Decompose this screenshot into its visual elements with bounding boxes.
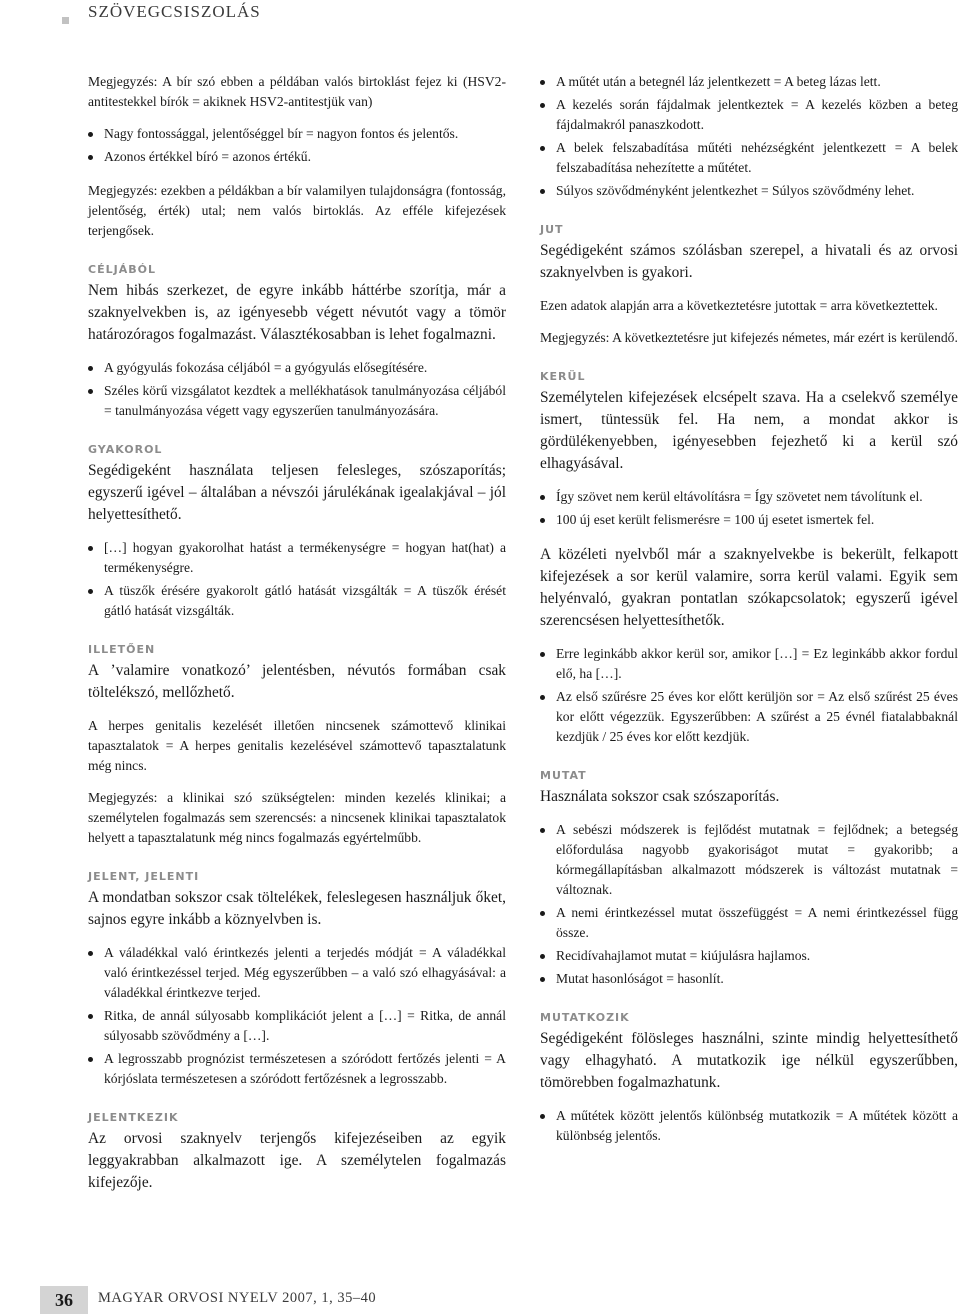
- intro-note: Megjegyzés: A bír szó ebben a példában valós birtoklást fejez ki (HSV2-antitestekkel bírók = akiknek HSV2-antitestjük van): [88, 74, 506, 109]
- body-illetoen: A herpes genitalis kezelését illetően nincsenek számottevő klinikai tapasztalatok = A herpes genitalis kezelésével számottevő tapasztalatunk még nincs.: [88, 718, 506, 773]
- list-item: Az első szűrésre 25 éves kor előtt kerüljön sor = Az első szűrést 25 éves kor előtt végezzük. Egyszerűbben: A szűrést a 25 évnél fiatalabbaknál kezdjük / 25 éves kor előtt kezdjük.: [540, 687, 958, 747]
- list-item: Erre leginkább akkor kerül sor, amikor […] = Ez leginkább akkor fordul elő, ha […].: [540, 644, 958, 684]
- list-item: A belek felszabadítása műtéti nehézségként jelentkezett = A belek felszabadítása nehezítette a műtétet.: [540, 138, 958, 178]
- lead-illetoen: A ’valamire vonatkozó’ jelentésben, névutós formában csak töltelékszó, mellőzhető.: [88, 662, 506, 701]
- list-item: A műtét után a betegnél láz jelentkezett = A beteg lázas lett.: [540, 72, 958, 92]
- list-item: A váladékkal való érintkezés jelenti a terjedés módját = A váladékkal való érintkezéssel terjed. Még egyszerűbben – a való szó elhagyásával: a váladékkal érintkezve terjed.: [88, 943, 506, 1003]
- lead-mutatkozik: Segédigeként fölösleges használni, szinte mindig helyettesíthető vagy elhagyható. A mutatkozik ige nélkül egyszerűbben, tömörebben fogalmazhatunk.: [540, 1030, 958, 1091]
- note-bir: Megjegyzés: ezekben a példákban a bír valamilyen tulajdonságra (fontosság, jelentőség, érték) utal; nem valós birtoklás. Az efféle kifejezések terjengősek.: [88, 183, 506, 238]
- bullets-mutatkozik: [540, 1106, 958, 1146]
- list-item: A sebészi módszerek is fejlődést mutatnak = fejlődnek; a betegség előfordulása nagyobb gyakoriságot mutat = gyakoribb; a kórmegállapításban alkalmazott módszerek is változást mutatnak = változnak.: [540, 820, 958, 900]
- list-item: A gyógyulás fokozása céljából = a gyógyulás elősegítésére.: [88, 358, 506, 378]
- list-item: A műtétek között jelentős különbség mutatkozik = A műtétek között a különbség jelentős.: [540, 1106, 958, 1146]
- heading-jelent: JELENT, JELENTI: [88, 870, 200, 883]
- heading-mutatkozik: MUTATKOZIK: [540, 1011, 630, 1024]
- lead-jelentkezik: Az orvosi szaknyelv terjengős kifejezéseiben az egyik leggyakrabban alkalmazott ige. A személytelen fogalmazás kifejezője.: [88, 1130, 506, 1191]
- lead-gyakorol: Segédigeként használata teljesen felesleges, szószaporítás; egyszerű igével – általában a névszói járulékának igealakjával – jól helyettesíthető.: [88, 462, 506, 523]
- list-item: Recidívahajlamot mutat = kiújulásra hajlamos.: [540, 946, 958, 966]
- body-jut: Ezen adatok alapján arra a következtetésre jutottak = arra következtettek.: [540, 298, 938, 313]
- list-item: Súlyos szövődményként jelentkezhet = Súlyos szövődmény lehet.: [540, 181, 958, 201]
- list-item: Azonos értékkel bíró = azonos értékű.: [88, 147, 506, 167]
- list-item: A legrosszabb prognózist természetesen a szóródott fertőzés jelenti = A kórjóslata természetesen a szóródott fertőzésnek a legrosszabb.: [88, 1049, 506, 1089]
- note-illetoen: Megjegyzés: a klinikai szó szükségtelen: minden kezelés klinikai; a személytelen fogalmazás sem szerencsés: a nincsenek klinikai tapasztalatok helyett a tapasztalatunk még nincs fogalmazás egyértelműbb.: [88, 790, 506, 845]
- bullets-kerul-sor: [540, 644, 958, 747]
- lead-celjabol: Nem hibás szerkezet, de egyre inkább háttérbe szorítja, már a szaknyelvekben is, az igényesebb végett névutót vagy a tömör határozóragos fogalmazást. Választékosabban is lehet fogalmazni.: [88, 282, 506, 343]
- bullets-gyakorol: [88, 538, 506, 621]
- lead-kerul: Személytelen kifejezések elcsépelt szava. Ha a cselekvő személye ismert, tüntessük fel. Ha nem, a mondat akkor is gördülékenyebben, igényesebben fejezhető ki a kerül szó elhagyásával.: [540, 389, 958, 472]
- heading-kerul: KERÜL: [540, 370, 586, 383]
- page-footer: [0, 1286, 400, 1314]
- bullets-jelent: [88, 943, 506, 1089]
- lead-jut: Segédigeként számos szólásban szerepel, a hivatali és az orvosi szaknyelvben is gyakori.: [540, 242, 958, 281]
- journal-citation: MAGYAR ORVOSI NYELV 2007, 1, 35–40: [98, 1290, 377, 1306]
- note-jut: Megjegyzés: A következtetésre jut kifejezés németes, már ezért is kerülendő.: [540, 330, 958, 345]
- intro-bullets: [88, 124, 506, 167]
- lead-jelent: A mondatban sokszor csak töltelékek, feleslegesen használjuk őket, sajnos egyre inkább a köznyelvben is.: [88, 889, 506, 928]
- header-square-mark: [62, 17, 69, 24]
- list-item: Így szövet nem kerül eltávolításra = Így szövetet nem távolítunk el.: [540, 487, 958, 507]
- heading-mutat: MUTAT: [540, 769, 587, 782]
- section-title: SZÖVEGCSISZOLÁS: [88, 2, 261, 21]
- lead-mutat: Használata sokszor csak szószaporítás.: [540, 788, 780, 805]
- list-item: Nagy fontossággal, jelentőséggel bír = nagyon fontos és jelentős.: [88, 124, 506, 144]
- list-item: Mutat hasonlóságot = hasonlít.: [540, 969, 958, 989]
- list-item: Széles körű vizsgálatot kezdtek a mellékhatások tanulmányozása céljából = tanulmányozása végett vagy egyszerűen tanulmányozására.: [88, 381, 506, 421]
- list-item: Ritka, de annál súlyosabb komplikációt jelent a […] = Ritka, de annál súlyosabb szövődmény a […].: [88, 1006, 506, 1046]
- list-item: A nemi érintkezéssel mutat összefüggést = A nemi érintkezéssel függ össze.: [540, 903, 958, 943]
- list-item: A kezelés során fájdalmak jelentkeztek = A kezelés közben a beteg fájdalmakról panaszkodott.: [540, 95, 958, 135]
- left-column: [88, 72, 506, 1206]
- list-item: […] hogyan gyakorolhat hatást a termékenységre = hogyan hat(hat) a termékenységre.: [88, 538, 506, 578]
- lead-kerul-sor: A közéleti nyelvből már a szaknyelvekbe is bekerült, felkapott kifejezések a sor kerül valamire, sorra kerül valami. Egyik sem helyénvaló, gyakran pontatlan szókapcsolatok; egyszerű igével szerencsésen helyettesíthetők.: [540, 546, 958, 629]
- bullets-celjabol: [88, 358, 506, 421]
- bullets-mutat: [540, 820, 958, 989]
- list-item: 100 új eset került felismerésre = 100 új esetet ismertek fel.: [540, 510, 958, 530]
- list-item: A tüszők érésére gyakorolt gátló hatását vizsgálták = A tüszők érését gátló hatását vizsgálták.: [88, 581, 506, 621]
- heading-illetoen: ILLETŐEN: [88, 643, 156, 656]
- bullets-kerul: [540, 487, 958, 530]
- right-column: [540, 72, 958, 1160]
- heading-jelentkezik: JELENTKEZIK: [88, 1111, 179, 1124]
- heading-gyakorol: GYAKOROL: [88, 443, 163, 456]
- bullets-jelentkezik: [540, 72, 958, 201]
- heading-jut: JUT: [540, 223, 564, 236]
- page-number: 36: [40, 1286, 88, 1314]
- heading-celjabol: CÉLJÁBÓL: [88, 263, 156, 276]
